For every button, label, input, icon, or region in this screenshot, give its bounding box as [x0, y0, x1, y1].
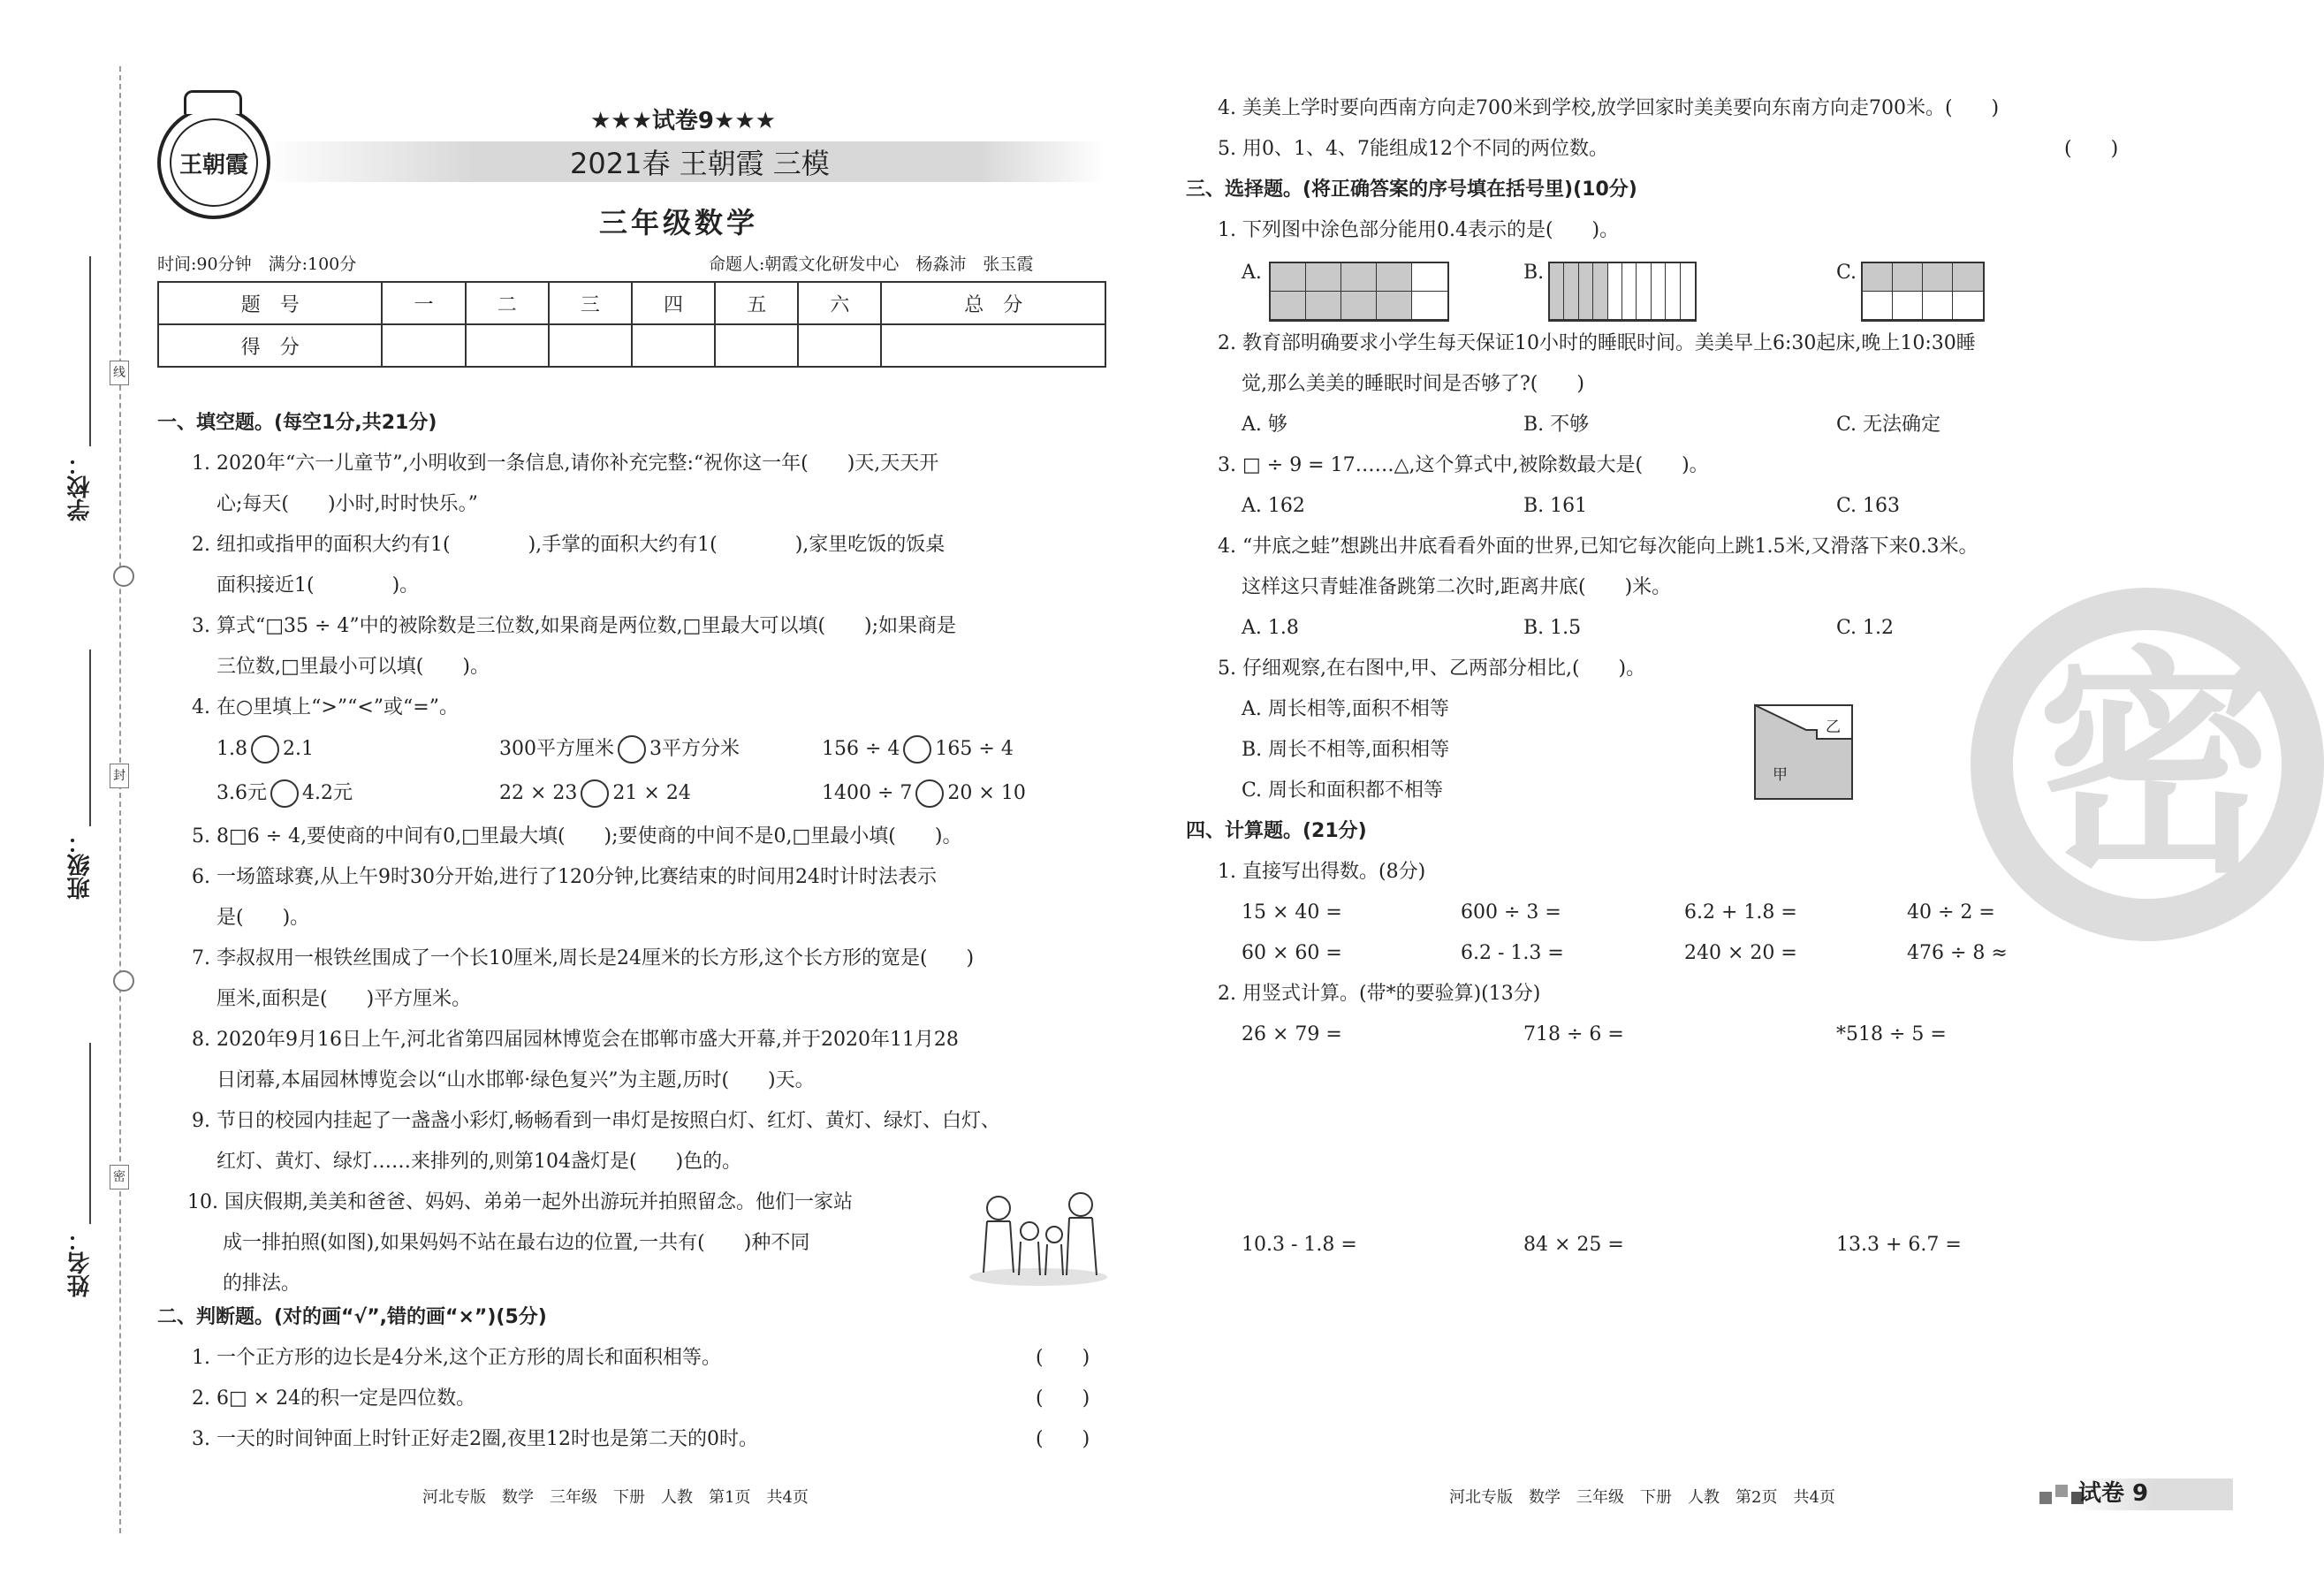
choice-2-line-2: 觉,那么美美的睡眠时间是否够了?( ) — [1242, 373, 1584, 395]
choice-1-option-c-label: C. — [1836, 262, 1857, 284]
binding-tag-line: 线 — [110, 361, 129, 385]
choice-4-line-1: 4. “井底之蛙”想跳出井底看看外面的世界,已知它每次能向上跳1.5米,又滑落下来0.3米。 — [1218, 536, 1978, 558]
compare-item: 1.8 2.1 — [216, 735, 314, 764]
judge-2-answer[interactable]: ( ) — [1036, 1387, 1090, 1410]
choice-5-figure-label-jia: 甲 — [1773, 766, 1788, 784]
binding-tag-secret: 密 — [110, 1165, 129, 1190]
choice-1-option-b-figure[interactable] — [1548, 262, 1697, 322]
compare-item: 156 ÷ 4 165 ÷ 4 — [822, 735, 1014, 764]
question-7-line-2: 厘米,面积是( )平方厘米。 — [216, 988, 472, 1010]
choice-4-line-2: 这样这只青蛙准备跳第二次时,距离井底( )米。 — [1242, 576, 1672, 598]
choice-2-option-a[interactable]: A. 够 — [1242, 414, 1287, 436]
score-header-cell: 三 — [549, 282, 632, 324]
class-label: 班级： — [67, 831, 94, 900]
question-6-line-1: 6. 一场篮球赛,从上午9时30分开始,进行了120分钟,比赛结束的时间用24时计时法表示 — [192, 866, 937, 888]
footer-left: 河北专版 数学 三年级 下册 人教 第1页 共4页 — [422, 1488, 809, 1507]
compare-circle[interactable] — [270, 779, 299, 808]
score-cell[interactable] — [632, 324, 715, 367]
question-10-line-3: 的排法。 — [223, 1273, 301, 1295]
question-1-line-2: 心;每天( )小时,时时快乐。” — [216, 493, 478, 515]
score-table-header-row — [158, 282, 1105, 324]
question-10-line-2: 成一排拍照(如图),如果妈妈不站在最右边的位置,一共有( )种不同 — [223, 1232, 810, 1254]
choice-5-option-a[interactable]: A. 周长相等,面积不相等 — [1242, 698, 1449, 720]
choice-3: 3. □ ÷ 9 = 17……△,这个算式中,被除数最大是( )。 — [1218, 454, 1709, 476]
score-cell[interactable] — [798, 324, 881, 367]
section-3-title: 三、选择题。(将正确答案的序号填在括号里)(10分) — [1186, 179, 1637, 201]
judge-1-answer[interactable]: ( ) — [1036, 1347, 1090, 1369]
question-4: 4. 在○里填上“>”“<”或“=”。 — [192, 696, 459, 718]
question-9-line-1: 9. 节日的校园内挂起了一盏盏小彩灯,畅畅看到一串灯是按照白灯、红灯、黄灯、绿灯、白灯、 — [192, 1110, 1000, 1132]
name-label: 姓名： — [67, 1228, 94, 1297]
choice-2-option-c[interactable]: C. 无法确定 — [1836, 414, 1941, 436]
question-6-line-2: 是( )。 — [216, 907, 310, 929]
question-8-line-2: 日闭幕,本届园林博览会以“山水邯郸·绿色复兴”为主题,历时( )天。 — [216, 1069, 815, 1091]
calc-item: 600 ÷ 3 = — [1461, 901, 1561, 924]
score-header-cell: 五 — [715, 282, 798, 324]
vertical-calc-item: 84 × 25 = — [1523, 1234, 1624, 1256]
score-cell[interactable] — [881, 324, 1105, 367]
score-header-cell: 二 — [466, 282, 549, 324]
choice-4-option-b[interactable]: B. 1.5 — [1523, 617, 1582, 639]
score-cell[interactable] — [549, 324, 632, 367]
score-header-cell: 四 — [632, 282, 715, 324]
section-4-title: 四、计算题。(21分) — [1186, 820, 1367, 842]
vertical-calc-item: 26 × 79 = — [1242, 1023, 1342, 1045]
choice-1-option-b-label: B. — [1523, 262, 1545, 284]
calc-item: 15 × 40 = — [1242, 901, 1342, 924]
choice-1-option-c-figure[interactable] — [1861, 262, 1985, 322]
choice-3-option-c[interactable]: C. 163 — [1836, 495, 1901, 517]
school-label: 学校： — [67, 452, 94, 521]
subject-title: 三年级数学 — [599, 206, 759, 239]
score-row-label: 得 分 — [158, 324, 382, 367]
family-photo-illustration — [968, 1189, 1109, 1286]
question-7-line-1: 7. 李叔叔用一根铁丝围成了一个长10厘米,周长是24厘米的长方形,这个长方形的宽是( ) — [192, 947, 975, 969]
school-field[interactable] — [89, 256, 91, 446]
choice-5-option-b[interactable]: B. 周长不相等,面积相等 — [1242, 739, 1450, 761]
score-cell[interactable] — [715, 324, 798, 367]
judge-1: 1. 一个正方形的边长是4分米,这个正方形的周长和面积相等。 — [192, 1347, 721, 1369]
calc-item: 6.2 + 1.8 = — [1684, 901, 1797, 924]
score-header-cell: 一 — [382, 282, 465, 324]
authors: 命题人:朝霞文化研发中心 杨淼沛 张玉霞 — [709, 255, 1034, 274]
choice-2-line-1: 2. 教育部明确要求小学生每天保证10小时的睡眠时间。美美早上6:30起床,晚上10:30睡 — [1218, 332, 1976, 354]
section-1-title: 一、填空题。(每空1分,共21分) — [157, 412, 437, 434]
name-field[interactable] — [89, 1043, 91, 1224]
choice-3-option-a[interactable]: A. 162 — [1242, 495, 1305, 517]
question-3-line-1: 3. 算式“□35 ÷ 4”中的被除数是三位数,如果商是两位数,□里最大可以填( );如果商是 — [192, 615, 957, 637]
question-2-line-2: 面积接近1( )。 — [216, 574, 420, 597]
judge-3-answer[interactable]: ( ) — [1036, 1428, 1090, 1450]
paper-badge: ★★★试卷9★★★ — [590, 108, 776, 134]
compare-item: 22 × 23 21 × 24 — [499, 779, 691, 808]
badge-squares-icon — [2039, 1492, 2052, 1504]
question-9-line-2: 红灯、黄灯、绿灯……来排列的,则第104盏灯是( )色的。 — [216, 1151, 742, 1173]
vertical-calc-item: *518 ÷ 5 = — [1836, 1023, 1947, 1045]
judge-4: 4. 美美上学时要向西南方向走700米到学校,放学回家时美美要向东南方向走700米。( ) — [1218, 97, 2000, 119]
binding-hole-icon — [113, 566, 134, 587]
vertical-calc-item: 13.3 + 6.7 = — [1836, 1234, 1962, 1256]
logo — [157, 106, 270, 219]
question-5: 5. 8□6 ÷ 4,要使商的中间有0,□里最大填( );要使商的中间不是0,□里最小填( )。 — [192, 825, 962, 848]
binding-dashed-line — [119, 66, 121, 1533]
choice-3-option-b[interactable]: B. 161 — [1523, 495, 1588, 517]
question-10-line-1: 10. 国庆假期,美美和爸爸、妈妈、弟弟一起外出游玩并拍照留念。他们一家站 — [187, 1191, 853, 1213]
vertical-calc-item: 718 ÷ 6 = — [1523, 1023, 1624, 1045]
compare-circle[interactable] — [915, 779, 944, 808]
crown-icon — [184, 90, 242, 114]
choice-5-figure-label-yi: 乙 — [1826, 718, 1841, 736]
compare-item: 3.6元 4.2元 — [216, 779, 353, 808]
score-cell[interactable] — [382, 324, 465, 367]
calc-1-title: 1. 直接写出得数。(8分) — [1218, 861, 1426, 883]
score-table-score-row — [158, 324, 1105, 367]
calc-2-title: 2. 用竖式计算。(带*的要验算)(13分) — [1218, 983, 1541, 1005]
footer-right: 河北专版 数学 三年级 下册 人教 第2页 共4页 — [1449, 1488, 1835, 1507]
choice-5-option-c[interactable]: C. 周长和面积都不相等 — [1242, 779, 1444, 802]
compare-circle[interactable] — [903, 735, 931, 764]
score-header-cell: 题 号 — [158, 282, 382, 324]
choice-1-option-a-label: A. — [1242, 262, 1262, 284]
question-1-line-1: 1. 2020年“六一儿童节”,小明收到一条信息,请你补充完整:“祝你这一年( )天,天天开 — [192, 452, 939, 475]
compare-circle[interactable] — [618, 735, 646, 764]
compare-circle[interactable] — [251, 735, 279, 764]
compare-item: 300平方厘米 3平方分米 — [499, 735, 740, 764]
time-info: 时间:90分钟 满分:100分 — [157, 255, 357, 274]
paper-badge-footer: 试卷 9 — [2078, 1480, 2149, 1507]
score-header-cell: 六 — [798, 282, 881, 324]
calc-item: 476 ÷ 8 ≈ — [1907, 942, 2008, 964]
question-3-line-2: 三位数,□里最小可以填( )。 — [216, 656, 490, 678]
binding-hole-icon — [113, 970, 134, 992]
calc-item: 240 × 20 = — [1684, 942, 1797, 964]
choice-1: 1. 下列图中涂色部分能用0.4表示的是( )。 — [1218, 219, 1620, 241]
compare-item: 1400 ÷ 7 20 × 10 — [822, 779, 1026, 808]
secret-stamp-text: 密 — [2037, 624, 2275, 905]
score-header-cell: 总 分 — [881, 282, 1105, 324]
judge-5-answer[interactable]: ( ) — [2064, 138, 2119, 160]
page-title: 2021春 王朝霞 三模 — [570, 147, 830, 180]
choice-5: 5. 仔细观察,在右图中,甲、乙两部分相比,( )。 — [1218, 657, 1646, 680]
judge-2: 2. 6□ × 24的积一定是四位数。 — [192, 1387, 476, 1410]
logo-text: 王朝霞 — [178, 151, 248, 179]
score-table — [157, 281, 1106, 368]
choice-4-option-c[interactable]: C. 1.2 — [1836, 617, 1895, 639]
choice-2-option-b[interactable]: B. 不够 — [1523, 414, 1590, 436]
section-2-title: 二、判断题。(对的画“√”,错的画“×”)(5分) — [157, 1306, 547, 1328]
choice-1-option-a-figure[interactable] — [1269, 262, 1449, 322]
judge-3: 3. 一天的时间钟面上时针正好走2圈,夜里12时也是第二天的0时。 — [192, 1428, 758, 1450]
calc-item: 60 × 60 = — [1242, 942, 1342, 964]
judge-5: 5. 用0、1、4、7能组成12个不同的两位数。 — [1218, 138, 1608, 160]
choice-4-option-a[interactable]: A. 1.8 — [1242, 617, 1299, 639]
score-cell[interactable] — [466, 324, 549, 367]
question-8-line-1: 8. 2020年9月16日上午,河北省第四届园林博览会在邯郸市盛大开幕,并于2020年11月28 — [192, 1029, 959, 1051]
class-field[interactable] — [89, 650, 91, 826]
calc-item: 40 ÷ 2 = — [1907, 901, 1995, 924]
vertical-calc-item: 10.3 - 1.8 = — [1242, 1234, 1357, 1256]
question-2-line-1: 2. 纽扣或指甲的面积大约有1( ),手掌的面积大约有1( ),家里吃饭的饭桌 — [192, 534, 946, 556]
compare-circle[interactable] — [581, 779, 609, 808]
binding-tag-seal: 封 — [110, 764, 129, 788]
calc-item: 6.2 - 1.3 = — [1461, 942, 1564, 964]
